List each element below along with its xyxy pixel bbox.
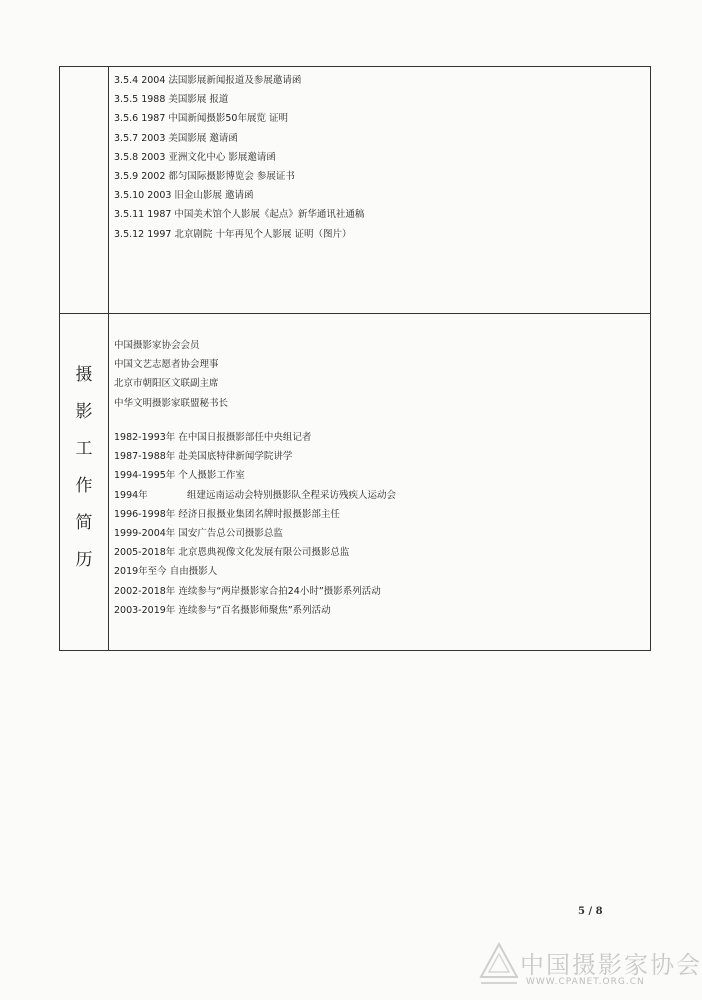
history-desc: 个人摄影工作室 (178, 470, 245, 482)
history-item (114, 466, 396, 485)
history-item (114, 543, 396, 562)
history-desc: 连续参与“百名摄影师聚焦”系列活动 (178, 604, 331, 616)
history-desc: 在中国日报摄影部任中央组记者 (178, 432, 312, 443)
label-char: 简 (75, 513, 93, 533)
history-desc: 自由摄影人 (169, 566, 218, 578)
list-item: 3.5.5 1988 美国影展 报道 (114, 94, 229, 106)
list-item: 3.5.6 1987 中国新闻摄影50年展览 证明 (114, 113, 288, 125)
history-item (114, 601, 396, 620)
list-item: 3.5.8 2003 亚洲文化中心 影展邀请函 (114, 151, 276, 163)
history-desc: 经济日报摄业集团名牌时报摄影部主任 (178, 508, 340, 520)
work-history-list (114, 428, 396, 620)
history-years: 2019年至今 (114, 566, 167, 578)
label-char: 影 (75, 402, 93, 422)
history-item (114, 447, 396, 466)
history-years: 1994年 (114, 489, 148, 501)
exhibition-documents-list (114, 71, 364, 244)
history-years: 2003-2019年 (114, 604, 176, 616)
resume-table (59, 66, 651, 651)
history-desc: 组建远南运动会特别摄影队全程采访残疾人运动会 (187, 489, 397, 501)
row-divider (60, 313, 650, 314)
list-item: 3.5.12 1997 北京剧院 十年再见个人影展 证明（图片） (114, 228, 352, 240)
label-char: 工 (75, 439, 93, 459)
label-char: 摄 (75, 365, 93, 385)
list-item: 3.5.7 2003 美国影展 邀请函 (114, 132, 238, 144)
cpa-logo-icon (478, 941, 520, 987)
history-years: 1999-2004年 (114, 527, 176, 539)
history-desc: 连续参与“两岸摄影家合拍24小时”摄影系列活动 (178, 585, 381, 597)
history-years: 1994-1995年 (114, 470, 176, 482)
history-item (114, 428, 396, 447)
history-desc: 国安广告总公司摄影总监 (178, 527, 283, 539)
section-label-photo-work-history (60, 357, 108, 579)
history-years: 2005-2018年 (114, 547, 176, 559)
history-desc: 北京恩典视像文化发展有限公司摄影总监 (178, 547, 350, 559)
watermark-text: 中国摄影家协会 (520, 951, 702, 979)
list-item: 3.5.11 1987 中国美术馆个人影展《起点》新华通讯社通稿 (114, 209, 365, 221)
history-desc: 赴美国底特律新闻学院讲学 (178, 451, 293, 463)
list-item: 中国摄影家协会会员 (114, 340, 200, 351)
list-item: 3.5.10 2003 旧金山影展 邀请函 (114, 190, 254, 202)
cpa-watermark (476, 939, 702, 997)
history-years: 1982-1993年 (114, 432, 176, 443)
history-item (114, 505, 396, 524)
history-item (114, 486, 396, 505)
list-item: 3.5.9 2002 都匀国际摄影博览会 参展证书 (114, 170, 295, 182)
list-item: 3.5.4 2004 法国影展新闻报道及参展邀请函 (114, 75, 302, 86)
history-years: 1996-1998年 (114, 508, 176, 520)
list-item: 北京市朝阳区文联副主席 (114, 378, 219, 390)
history-item (114, 562, 396, 581)
label-char: 历 (75, 550, 93, 570)
history-item (114, 524, 396, 543)
column-divider (108, 67, 109, 650)
history-years: 2002-2018年 (114, 585, 176, 597)
list-item: 中国文艺志愿者协会理事 (114, 359, 219, 371)
label-char: 作 (75, 476, 93, 496)
list-item: 中华文明摄影家联盟秘书长 (114, 397, 229, 409)
history-years: 1987-1988年 (114, 451, 176, 463)
positions-list (114, 336, 228, 413)
page-number: 5 / 8 (578, 906, 603, 917)
watermark-url: WWW.CPANET.ORG.CN (526, 977, 645, 987)
history-item (114, 582, 396, 601)
